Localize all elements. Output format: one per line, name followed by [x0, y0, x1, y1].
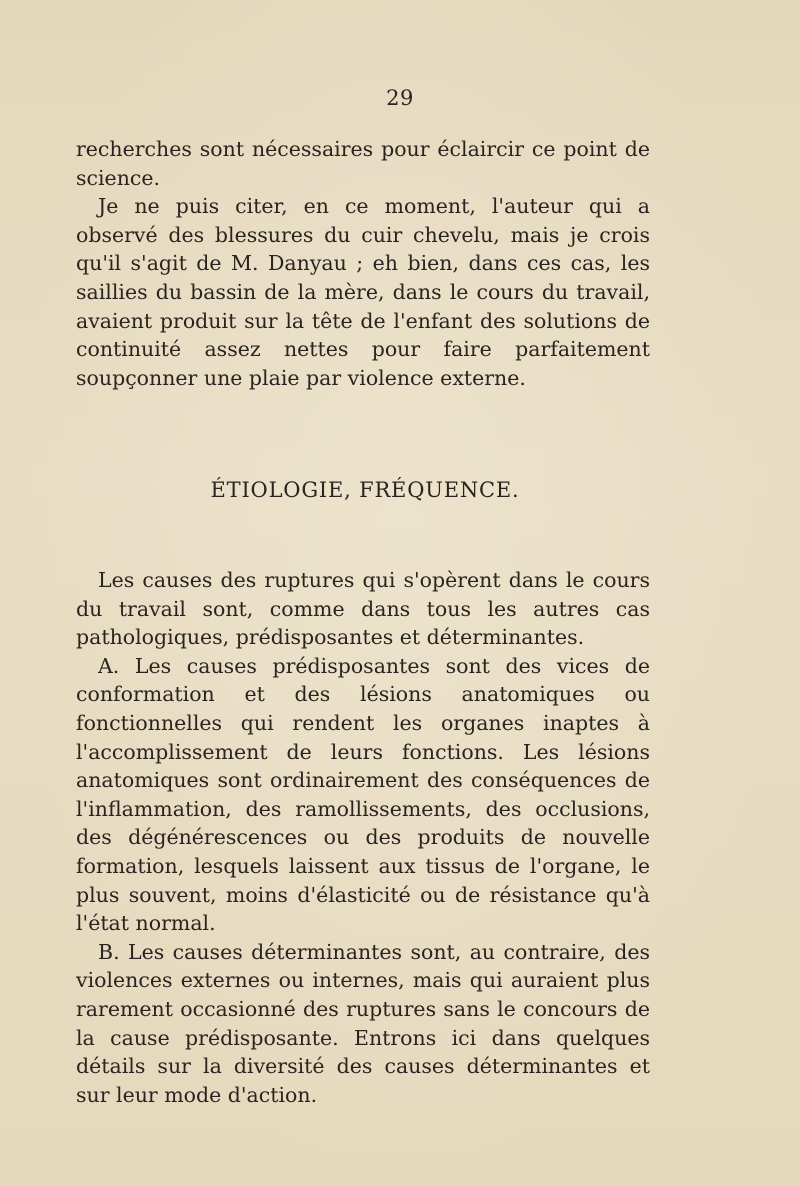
- paragraph: Les causes des ruptures qui s'opèrent dans le cours du travail sont, comme dans tous les autres cas pathologiques, prédisposantes et déterminantes.: [76, 568, 650, 650]
- page-number: 29: [386, 86, 414, 110]
- section-heading: ÉTIOLOGIE, FRÉQUENCE.: [210, 478, 520, 502]
- paragraph: Je ne puis citer, en ce moment, l'auteur qui a observé des blessures du cuir chevelu, mais je crois qu'il s'agit de M. Danyau ; eh bien, dans ces cas, les saillies du bassin de la mère, dans le cours du travail, avaient produit sur la tête de l'enfant des solutions de continuité assez nettes pour faire parfaitement soupçonner une plaie par violence externe.: [76, 194, 650, 390]
- text-block-top: [76, 135, 650, 392]
- paragraph: A. Les causes prédisposantes sont des vices de conformation et des lésions anatomiques ou fonctionnelles qui rendent les organes inaptes à l'accomplissement de leurs fonctions. Les lésions anatomiques sont ordinairement des conséquences de l'inflammation, des ramollissements, des occlusions, des dégénérescences ou des produits de nouvelle formation, lesquels laissent aux tissus de l'organe, le plus souvent, moins d'élasticité ou de résistance qu'à l'état normal.: [76, 653, 650, 936]
- text-block-bottom: [76, 566, 650, 1109]
- paragraph: B. Les causes déterminantes sont, au contraire, des violences externes ou internes, mais qui auraient plus rarement occasionné des ruptures sans le concours de la cause prédisposante. Entrons ici dans quelques détails sur la diversité des causes déterminantes et sur leur mode d'action.: [76, 939, 650, 1107]
- paragraph: recherches sont nécessaires pour éclaircir ce point de science.: [76, 137, 650, 190]
